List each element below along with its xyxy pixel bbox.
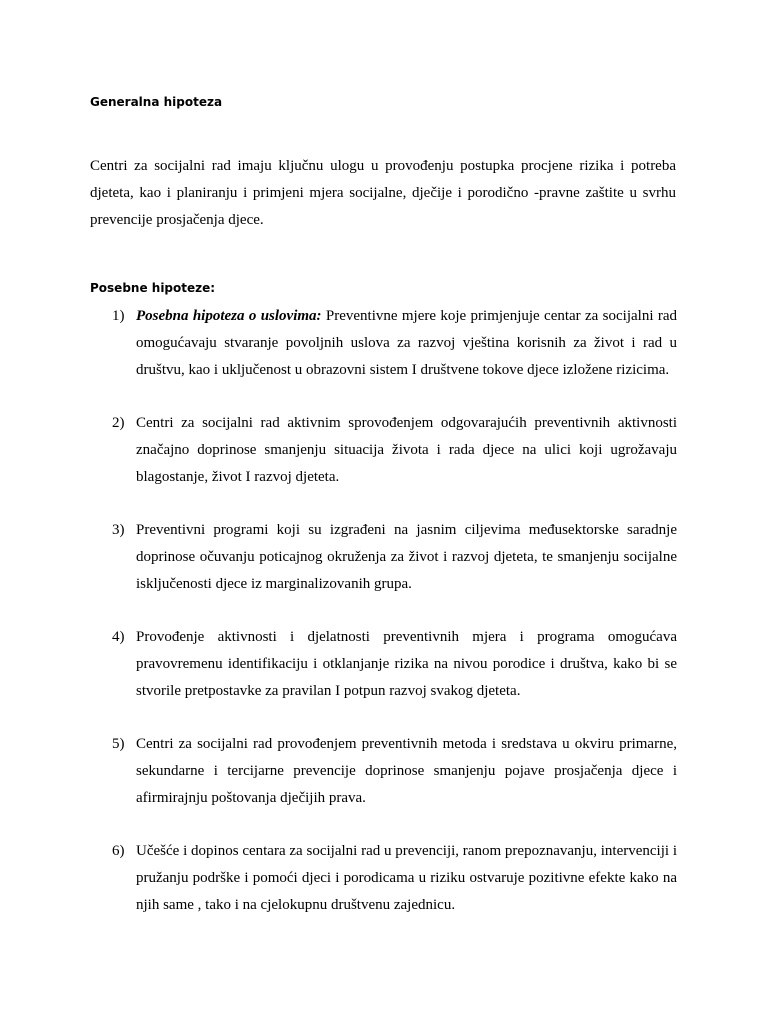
- hypothesis-number: 1): [112, 308, 125, 324]
- special-hypotheses-heading: Posebne hipoteze:: [90, 281, 216, 295]
- hypothesis-number: 4): [112, 629, 125, 645]
- hypothesis-text: Preventivni programi koji su izgrađeni na jasnim ciljevima međusektorske saradnje doprinose očuvanju poticajnog okruženja za život i razvoj djeteta, te smanjenju socijalne isključenosti djece iz marginalizovanih grupa.: [136, 522, 677, 592]
- general-hypothesis-heading: Generalna hipoteza: [90, 95, 223, 109]
- hypothesis-number: 6): [112, 843, 125, 859]
- hypothesis-body: Preventivne mjere koje primjenjuje centar za socijalni rad omogućavaju stvaranje povoljnih uslova za razvoj vještina korisnih za život i rad u društvu, kao i uključenost u obrazovni sistem I društvene tokove djece izložene rizicima.: [136, 308, 677, 378]
- hypothesis-number: 2): [112, 415, 125, 431]
- hypothesis-text: Učešće i dopinos centara za socijalni rad u prevenciji, ranom prepoznavanju, intervenciji i pružanju podrške i pomoći djeci i porodicama u riziku ostvaruje pozitivne efekte kako na njih same , tako i na cjelokupnu društvenu zajednicu.: [136, 843, 677, 913]
- hypothesis-text: [136, 303, 677, 384]
- hypothesis-lead: Posebna hipoteza o uslovima:: [136, 308, 322, 324]
- general-hypothesis-text: Centri za socijalni rad imaju ključnu ulogu u provođenju postupka procjene rizika i potreba djeteta, kao i planiranju i primjeni mjera socijalne, dječije i porodično -pravne zaštite u svrhu prevencije prosjačenja djece.: [90, 158, 676, 228]
- hypothesis-text: Centri za socijalni rad provođenjem preventivnih metoda i sredstava u okviru primarne, sekundarne i tercijarne prevencije doprinose smanjenju pojave prosjačenja djece i afirmirajnju poštovanja dječijih prava.: [136, 736, 677, 806]
- hypothesis-text: Centri za socijalni rad aktivnim sprovođenjem odgovarajućih preventivnih aktivnosti značajno doprinose smanjenju situacija života i rada djece na ulici koji ugrožavaju blagostanje, život I razvoj djeteta.: [136, 415, 677, 485]
- hypothesis-text: Provođenje aktivnosti i djelatnosti preventivnih mjera i programa omogućava pravovremenu identifikaciju i otklanjanje rizika na nivou porodice i društva, kako bi se stvorile pretpostavke za pravilan I potpun razvoj svakog djeteta.: [136, 629, 677, 699]
- hypothesis-number: 3): [112, 522, 125, 538]
- hypothesis-number: 5): [112, 736, 125, 752]
